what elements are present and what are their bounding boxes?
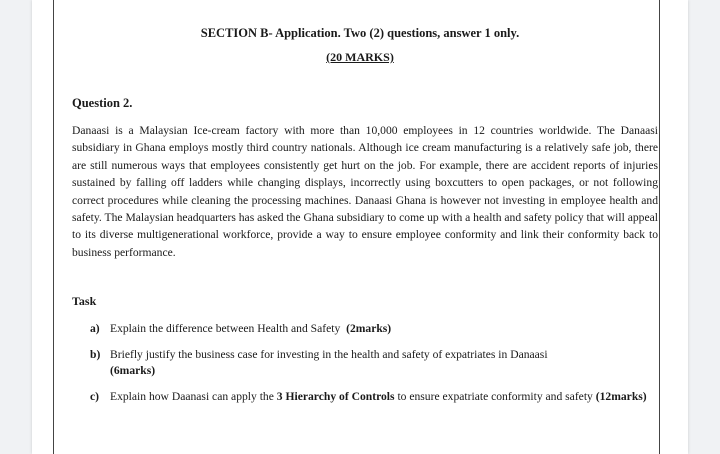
task-item-body: Briefly justify the business case for investing in the health and safety of expatriates in Danaasi (110, 348, 548, 361)
page-border-right (659, 0, 660, 454)
task-heading: Task (72, 294, 97, 308)
task-item-label: c) (90, 390, 100, 403)
task-item-emphasis: 3 Hierarchy of Controls (276, 390, 395, 403)
task-item-label: a) (90, 322, 100, 335)
task-item-a (90, 321, 650, 337)
task-item-marks: (2marks) (346, 322, 392, 335)
question-heading: Question 2. (72, 96, 133, 110)
task-item-b (90, 347, 650, 379)
question-paragraph: Danaasi is a Malaysian Ice-cream factory with more than 10,000 employees in 12 countries worldwide. The Danaasi subsidiary in Ghana employs mostly third country nationals. Although ice cream manufacturing is a relatively safe job, there are still numerous ways that employees consistently get hurt on the job. For example, there are accident reports of injuries sustained by falling off ladders while changing displays, incorrectly using boxcutters to open packages, or not following correct procedures while cleaning the processing machines. Danaasi Ghana is however not investing in employee health and safety. The Malaysian headquarters has asked the Ghana subsidiary to come up with a health and safety policy that will appeal to its diverse multigenerational workforce, provide a way to ensure employee conformity and link their conformity back to business performance. (72, 124, 658, 259)
total-marks: (20 MARKS) (326, 50, 394, 64)
task-item-marks: (12marks) (595, 390, 647, 403)
task-item-text (110, 321, 650, 337)
task-item-text (110, 389, 650, 405)
page-border-left (53, 0, 54, 454)
task-item-body: Explain the difference between Health and Safety (110, 322, 341, 335)
task-item-body: Explain how Daanasi can apply the (110, 390, 274, 403)
task-item-label: b) (90, 348, 101, 361)
task-item-marks: (6marks) (110, 364, 156, 377)
task-item-c (90, 389, 650, 405)
task-item-text (110, 347, 650, 379)
section-title: SECTION B- Application. Two (2) questions, answer 1 only. (200, 26, 520, 40)
task-item-body-after: to ensure expatriate conformity and safety (397, 390, 593, 403)
